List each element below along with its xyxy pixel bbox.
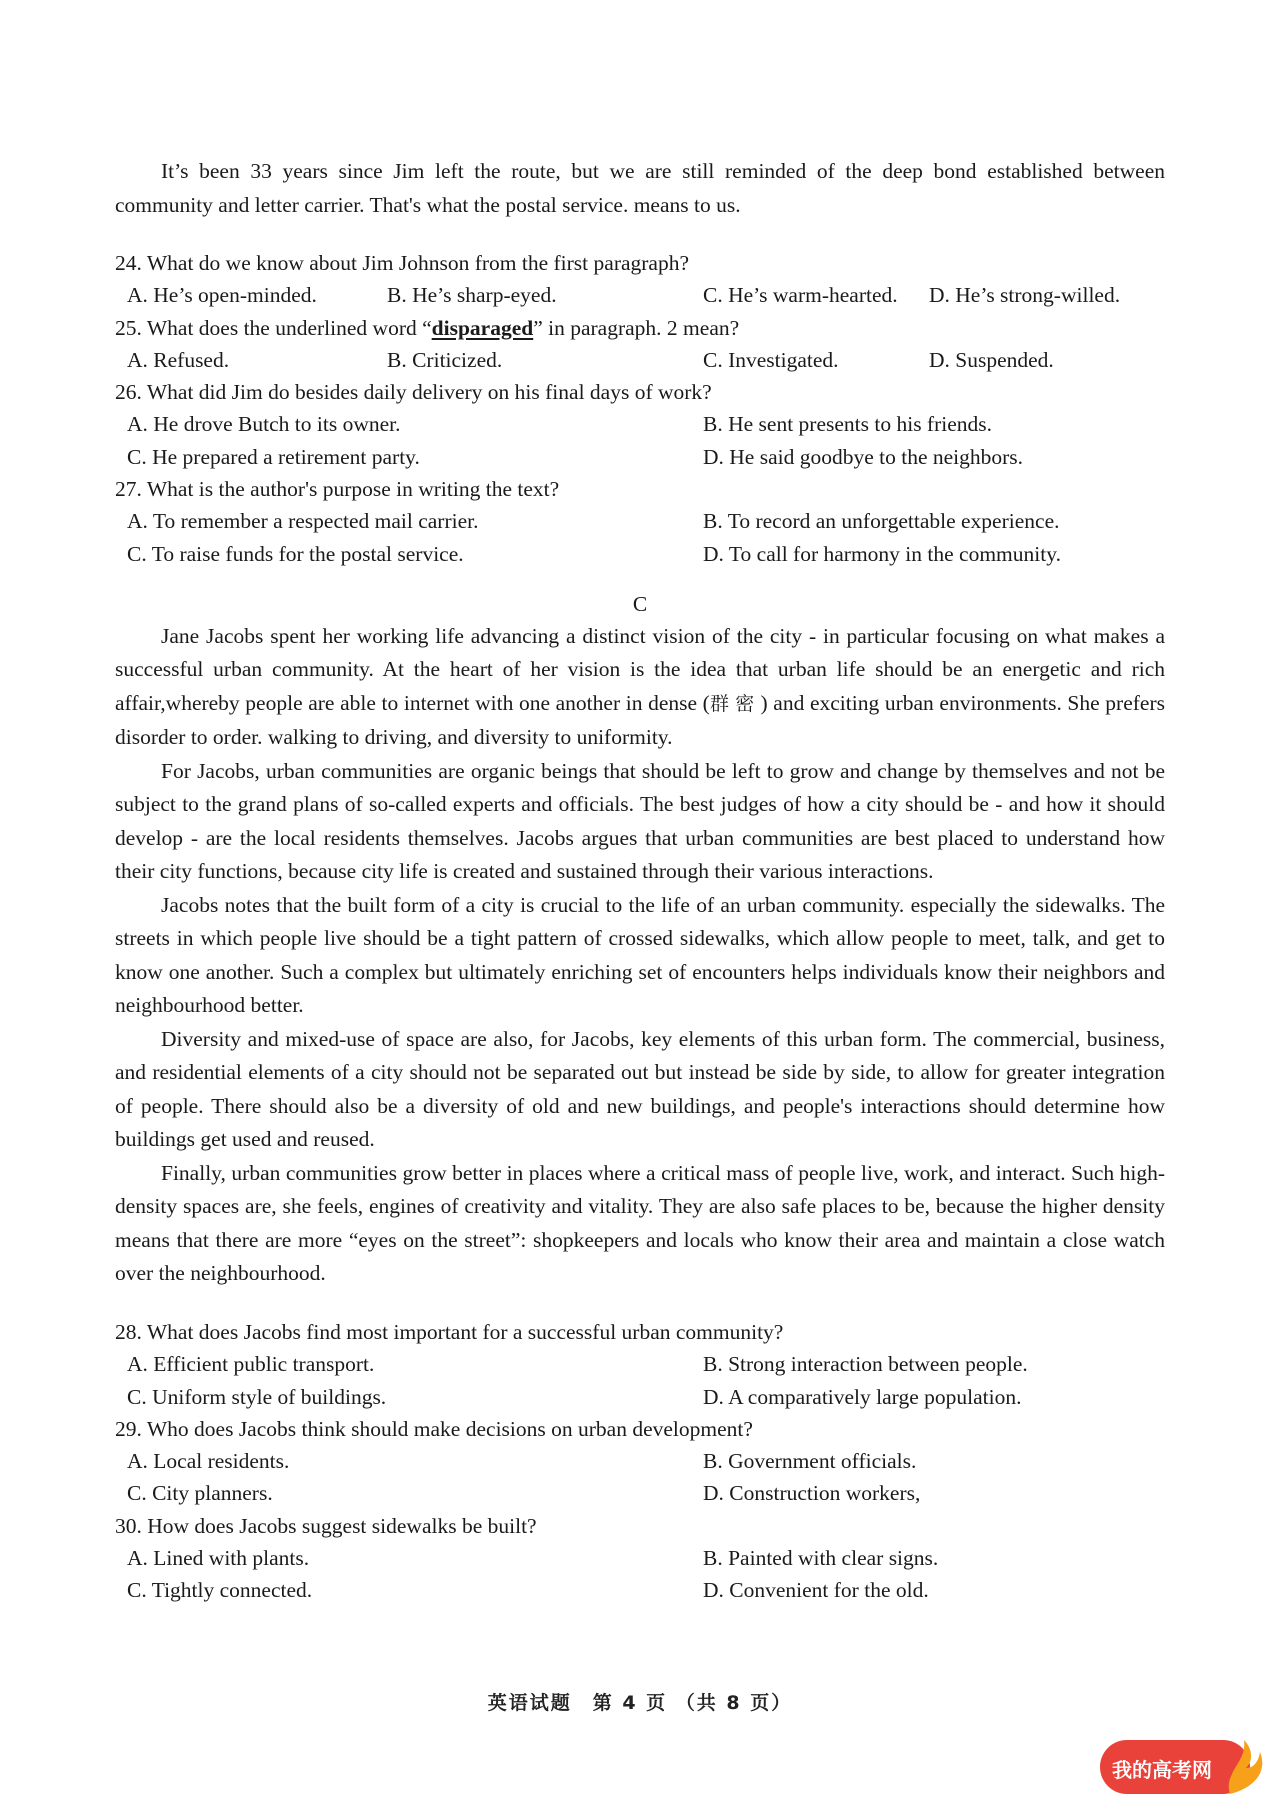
options [115, 1445, 1165, 1510]
watermark-logo [1100, 1736, 1270, 1800]
option-c: C. To raise funds for the postal service. [127, 541, 464, 566]
page-footer: 英语试题 第 4 页 （共 8 页） [487, 1692, 793, 1714]
option-d: D. Construction workers, [703, 1481, 921, 1506]
option-b: B. He’s sharp-eyed. [387, 283, 557, 308]
option-c: C. City planners. [127, 1481, 273, 1506]
stem-start: 25. What does the underlined word “ [115, 315, 432, 340]
question-stem: 28. What does Jacobs find most important for a successful urban community? [115, 1319, 784, 1344]
option-d: D. A comparatively large population. [703, 1384, 1022, 1409]
question-stem: 26. What did Jim do besides daily delivery on his final days of work? [115, 380, 712, 405]
options [115, 505, 1165, 570]
passage-paragraph-3: Jacobs notes that the built form of a city is crucial to the life of an urban community. especially the sidewalks. The streets in which people live should be a tight pattern of crossed sidewalks, which allow people to meet, talk, and get to know one another. Such a complex but ultimately enriching set of encounters helps individuals know their neighbors and neighbourhood better. [115, 892, 1165, 1018]
flame-icon [1224, 1738, 1270, 1798]
option-b: B. Government officials. [703, 1449, 917, 1474]
question-24 [115, 247, 1165, 312]
chinese-gloss: 群密 [709, 692, 761, 715]
paragraph-text-end: ) and exciting urban environments. She prefers disorder to order. walking to driving, and diversity to uniformity. [115, 690, 1165, 750]
option-c: C. Uniform style of buildings. [127, 1384, 387, 1409]
option-b: B. Criticized. [387, 347, 503, 372]
options [115, 344, 1165, 376]
option-b: B. Painted with clear signs. [703, 1546, 939, 1571]
options [115, 279, 1165, 311]
passage-paragraph-5: Finally, urban communities grow better in places where a critical mass of people live, work, and interact. Such high-density spaces are, she feels, engines of creativity and vitality. They are also safe places to be, because the higher density means that there are more “eyes on the street”: shopkeepers and locals who know their area and maintain a close watch over the neighbourhood. [115, 1160, 1165, 1286]
option-d: D. Convenient for the old. [703, 1578, 929, 1603]
question-stem [115, 312, 1165, 344]
option-d: D. Suspended. [929, 347, 1054, 372]
paragraph-text-start: Jane Jacobs spent her working life advancing a distinct vision of the city - in particular focusing on what makes a successful urban community. At the heart of her vision is the idea that urban life should be an energetic and rich affair,whereby people are able to internet with one another in dense ( [115, 623, 1165, 715]
option-b: B. Strong interaction between people. [703, 1352, 1028, 1377]
option-c: C. Tightly connected. [127, 1578, 313, 1603]
option-c: C. He prepared a retirement party. [127, 444, 420, 469]
option-c: C. He’s warm-hearted. [703, 283, 898, 308]
options [115, 1348, 1165, 1413]
passage-paragraph-4: Diversity and mixed-use of space are also, for Jacobs, key elements of this urban form. The commercial, business, and residential elements of a city should not be separated out but instead be side by side, to allow for greater integration of people. There should also be a diversity of old and new buildings, and people's interactions should determine how buildings get used and reused. [115, 1026, 1165, 1152]
option-d: D. He’s strong-willed. [929, 283, 1121, 308]
passage-c [115, 620, 1165, 1291]
question-stem: 30. How does Jacobs suggest sidewalks be built? [115, 1513, 537, 1538]
question-29 [115, 1413, 1165, 1510]
option-a: A. To remember a respected mail carrier. [127, 509, 479, 534]
exam-page [115, 155, 1165, 1607]
question-stem: 29. Who does Jacobs think should make decisions on urban development? [115, 1416, 753, 1441]
question-25 [115, 312, 1165, 377]
underlined-word: disparaged [431, 315, 534, 340]
option-d: D. To call for harmony in the community. [703, 541, 1061, 566]
option-a: A. He drove Butch to its owner. [127, 412, 401, 437]
option-a: A. Efficient public transport. [127, 1352, 375, 1377]
option-c: C. Investigated. [703, 347, 839, 372]
option-b: B. He sent presents to his friends. [703, 412, 993, 437]
question-stem: 24. What do we know about Jim Johnson from the first paragraph? [115, 251, 690, 275]
options [115, 408, 1165, 473]
question-26 [115, 376, 1165, 473]
option-b: B. To record an unforgettable experience. [703, 509, 1060, 534]
logo-text: 我的高考网 [1112, 1758, 1212, 1782]
passage-b-ending: It’s been 33 years since Jim left the route, but we are still reminded of the deep bond established between community and letter carrier. That's what the postal service. means to us. [115, 159, 1165, 217]
question-28 [115, 1316, 1165, 1413]
option-a: A. Refused. [127, 347, 230, 372]
passage-paragraph-2: For Jacobs, urban communities are organic beings that should be left to grow and change by themselves and not be subject to the grand plans of so-called experts and officials. The best judges of how a city should be - and how it should develop - are the local residents themselves. Jacobs argues that urban communities are best placed to understand how their city functions, because city life is created and sustained through their various interactions. [115, 758, 1165, 884]
question-27 [115, 473, 1165, 570]
option-a: A. Lined with plants. [127, 1546, 310, 1571]
option-a: A. He’s open-minded. [127, 283, 317, 308]
option-a: A. Local residents. [127, 1449, 290, 1474]
options [115, 1542, 1165, 1607]
passage-paragraph-1 [115, 620, 1165, 755]
section-heading: C [632, 591, 648, 616]
option-d: D. He said goodbye to the neighbors. [703, 444, 1024, 469]
question-stem: 27. What is the author's purpose in writing the text? [115, 477, 560, 502]
question-30 [115, 1510, 1165, 1607]
stem-end: ” in paragraph. 2 mean? [533, 315, 740, 340]
